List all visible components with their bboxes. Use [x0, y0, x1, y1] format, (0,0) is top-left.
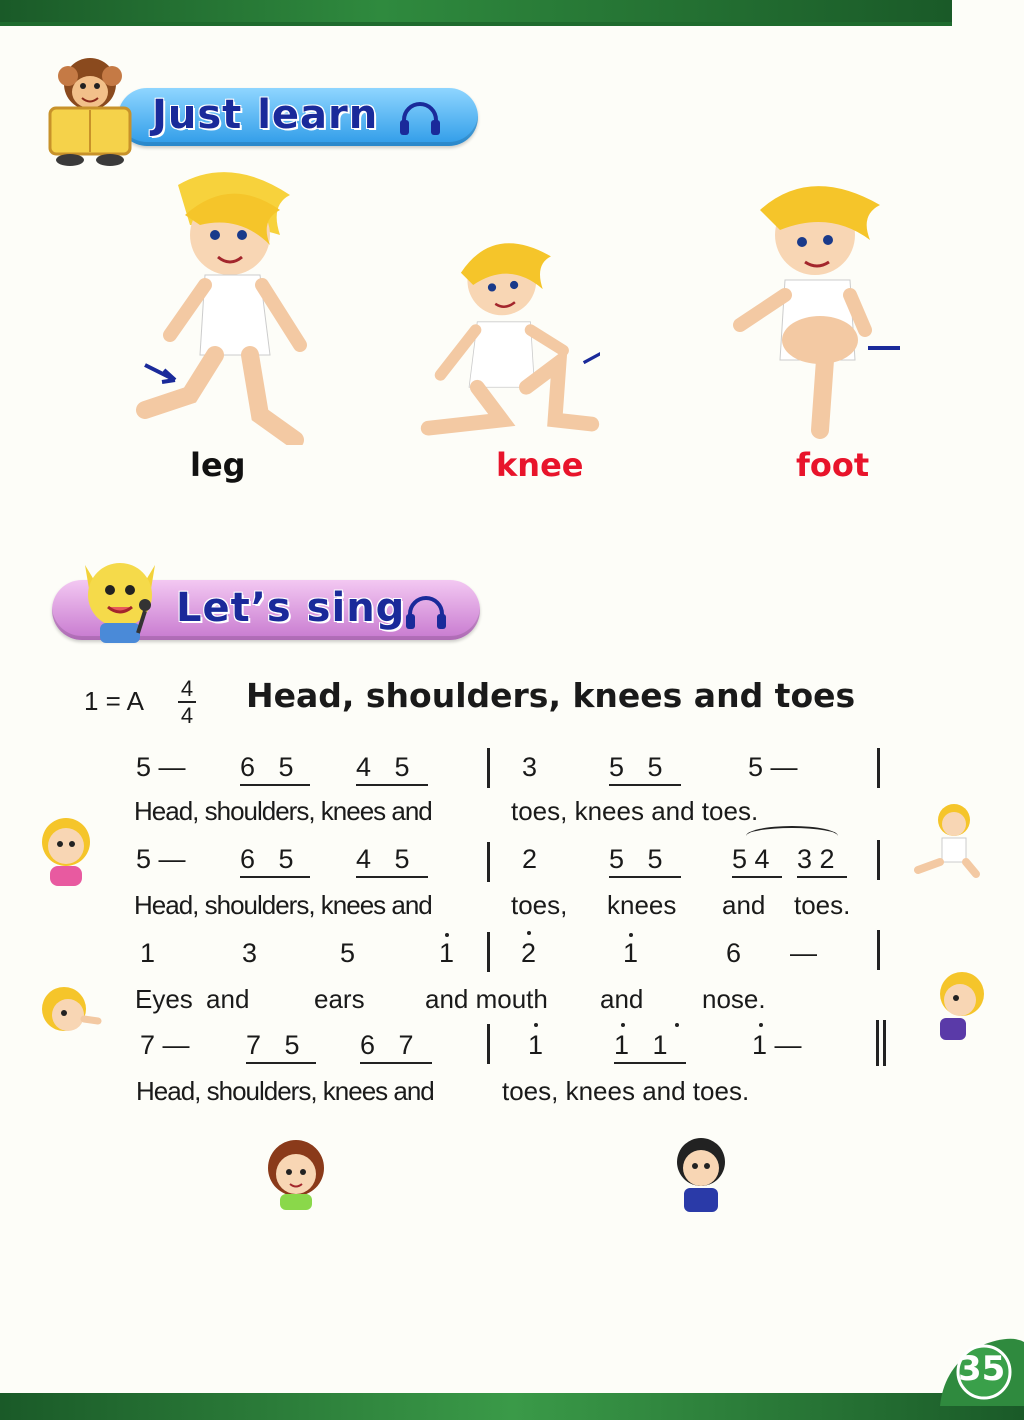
headphones-icon[interactable] [404, 596, 448, 630]
note-group: 5 [340, 938, 356, 968]
lyric-text: and mouth [425, 984, 548, 1014]
lyric-text: toes, knees and toes. [511, 796, 759, 826]
girl-covering-ears-icon [256, 1136, 336, 1210]
note-group: 2 [522, 844, 538, 874]
note-group: 1 [623, 938, 639, 968]
lyric-text: toes. [794, 890, 851, 920]
monkey-mascot-icon [40, 50, 140, 166]
lyric-text: knees [607, 890, 677, 920]
headphones-icon[interactable] [398, 102, 442, 136]
girl-pointing-head-icon [34, 812, 98, 886]
high-octave-dot [445, 933, 449, 937]
boy-knee-illustration [420, 190, 600, 470]
lets-sing-title: Let’s sing [176, 585, 406, 631]
high-octave-dot [621, 1023, 625, 1027]
cat-singer-mascot-icon [70, 545, 170, 645]
note-group: 7 5 [246, 1030, 316, 1064]
bar-line [877, 840, 880, 880]
note-group: — [790, 938, 817, 968]
song-key: 1 = A [84, 686, 144, 716]
lyric-text: toes, [511, 890, 568, 920]
note-group: 3 [522, 752, 538, 782]
note-group: 5 5 [609, 752, 681, 786]
final-double-bar-line [883, 1020, 886, 1066]
note-group: 5 — [748, 752, 798, 782]
boy-pointing-ear-icon [34, 985, 102, 1045]
note-group: 5 — [136, 844, 186, 874]
top-border-pattern [0, 0, 952, 22]
note-group: 4 5 [356, 844, 428, 878]
note-group: 7 — [140, 1030, 190, 1060]
note-group: 6 7 [360, 1030, 432, 1064]
time-signature-top: 4 [180, 676, 194, 701]
page-number: 35 [958, 1349, 1006, 1389]
lyric-text: Head, shoulders, knees and [136, 1076, 434, 1106]
note-group: 1 [528, 1030, 544, 1060]
note-group: 6 [726, 938, 742, 968]
note-group: 5 — [136, 752, 186, 782]
lyric-text: Eyes and [135, 984, 250, 1014]
bottom-border [0, 1393, 1024, 1420]
lyric-text: Head, shoulders, knees and [134, 890, 432, 920]
note-group: 5 5 [609, 844, 681, 878]
just-learn-title: Just learn [152, 92, 379, 138]
lyric-text: and [600, 984, 644, 1014]
boy-pointing-nose-icon [926, 970, 990, 1042]
boy-covering-ears-icon [666, 1136, 736, 1214]
high-octave-dot [675, 1023, 679, 1027]
bar-line [487, 932, 490, 972]
note-group: 1 1 [614, 1030, 686, 1064]
bar-line [877, 748, 880, 788]
word-foot: foot [796, 446, 870, 484]
note-group: 1 [140, 938, 156, 968]
lyric-text: and [722, 890, 766, 920]
note-group: 6 5 [240, 752, 310, 786]
lyric-text: Head, shoulders, knees and [134, 796, 432, 826]
note-group: 2 [521, 938, 537, 968]
lyric-text: nose. [702, 984, 766, 1014]
word-leg: leg [190, 446, 246, 484]
high-octave-dot [759, 1023, 763, 1027]
lyric-text: ears [314, 984, 365, 1014]
boy-foot-illustration [730, 170, 910, 450]
note-group: 1 [439, 938, 455, 968]
note-group: 1 — [752, 1030, 802, 1060]
bar-line [487, 748, 490, 788]
note-group: 3 2 [797, 844, 847, 878]
bar-line [487, 842, 490, 882]
high-octave-dot [527, 931, 531, 935]
boy-leg-illustration [130, 165, 310, 445]
note-group: 3 [242, 938, 258, 968]
note-group: 6 5 [240, 844, 310, 878]
high-octave-dot [534, 1023, 538, 1027]
lyric-text: toes, knees and toes. [502, 1076, 750, 1106]
word-knee: knee [496, 446, 584, 484]
bar-line [487, 1024, 490, 1064]
song-title: Head, shoulders, knees and toes [246, 676, 856, 715]
boy-sitting-icon [910, 800, 980, 878]
note-group: 5 4 [732, 844, 782, 878]
high-octave-dot [629, 933, 633, 937]
slur-mark [746, 826, 838, 846]
bar-line [877, 930, 880, 970]
note-group: 4 5 [356, 752, 428, 786]
time-signature-bottom: 4 [180, 703, 194, 728]
